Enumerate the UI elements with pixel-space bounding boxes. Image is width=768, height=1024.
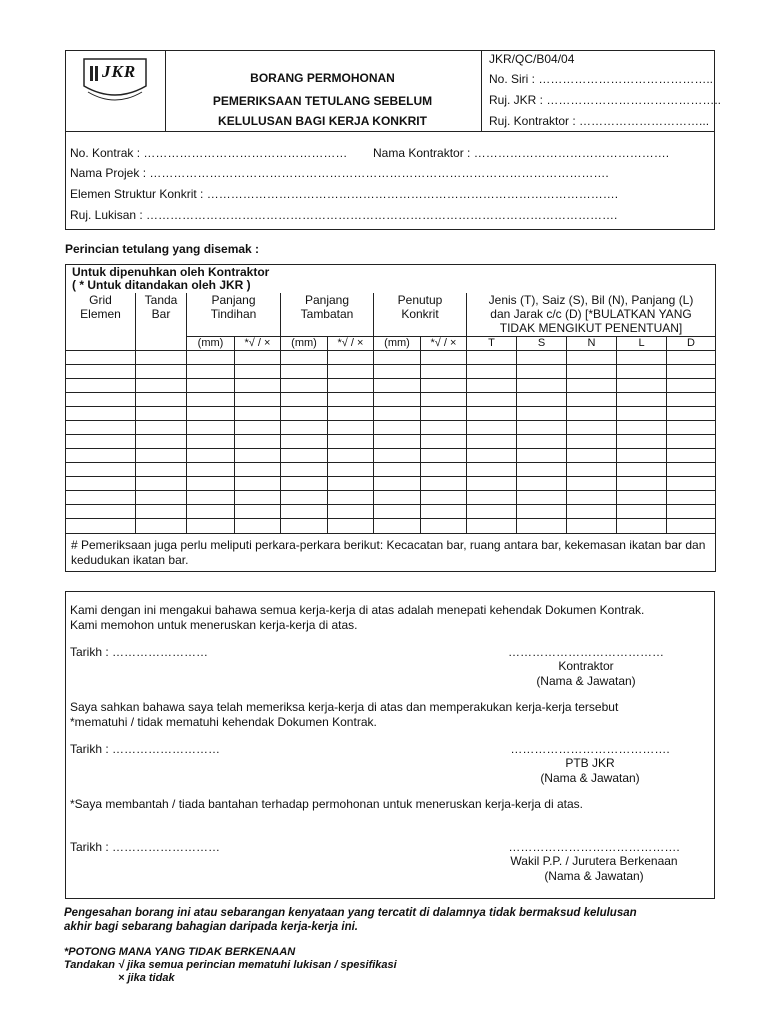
table-cell[interactable] bbox=[667, 477, 716, 491]
table-cell[interactable] bbox=[328, 477, 374, 491]
table-cell[interactable] bbox=[235, 407, 281, 421]
table-cell[interactable] bbox=[281, 505, 328, 519]
tarikh-kontraktor-field: Tarikh : …………………… bbox=[70, 645, 209, 659]
table-cell[interactable] bbox=[567, 505, 617, 519]
sub-tick-3: *√ / × bbox=[421, 337, 467, 351]
table-cell[interactable] bbox=[187, 407, 235, 421]
table-cell[interactable] bbox=[667, 519, 716, 534]
table-cell[interactable] bbox=[617, 421, 667, 435]
table-cell[interactable] bbox=[66, 351, 136, 365]
table-cell[interactable] bbox=[617, 351, 667, 365]
table-cell[interactable] bbox=[374, 519, 421, 534]
table-row bbox=[66, 379, 716, 393]
table-cell[interactable] bbox=[667, 435, 716, 449]
table-cell[interactable] bbox=[517, 365, 567, 379]
table-cell[interactable] bbox=[467, 365, 517, 379]
table-cell[interactable] bbox=[567, 491, 617, 505]
table-cell[interactable] bbox=[517, 379, 567, 393]
tandakan-note: Tandakan √ jika semua perincian mematuhi lukisan / spesifikasi bbox=[64, 959, 397, 971]
reinforcement-table bbox=[65, 264, 716, 572]
table-cell[interactable] bbox=[617, 365, 667, 379]
section-title: Perincian tetulang yang disemak : bbox=[65, 242, 260, 256]
table-cell[interactable] bbox=[187, 435, 235, 449]
form-code: JKR/QC/B04/04 bbox=[489, 52, 575, 66]
table-cell[interactable] bbox=[517, 421, 567, 435]
table-cell[interactable] bbox=[421, 351, 467, 365]
table-cell[interactable] bbox=[617, 407, 667, 421]
table-cell[interactable] bbox=[136, 379, 187, 393]
table-cell[interactable] bbox=[66, 477, 136, 491]
ptb-statement-line-2: *mematuhi / tidak mematuhi kehendak Dokumen Kontrak. bbox=[70, 715, 377, 729]
table-cell[interactable] bbox=[421, 435, 467, 449]
table-cell[interactable] bbox=[235, 435, 281, 449]
table-cell[interactable] bbox=[617, 435, 667, 449]
table-cell[interactable] bbox=[374, 449, 421, 463]
table-cell[interactable] bbox=[281, 421, 328, 435]
table-cell[interactable] bbox=[667, 449, 716, 463]
table-cell[interactable] bbox=[667, 463, 716, 477]
ruj-kontraktor-field: Ruj. Kontraktor : …………………………... bbox=[489, 114, 710, 128]
table-cell[interactable] bbox=[328, 379, 374, 393]
table-cell[interactable] bbox=[187, 449, 235, 463]
table-cell[interactable] bbox=[517, 505, 567, 519]
pp-name-label: (Nama & Jawatan) bbox=[544, 869, 644, 883]
table-cell[interactable] bbox=[281, 477, 328, 491]
table-cell[interactable] bbox=[374, 351, 421, 365]
table-cell[interactable] bbox=[136, 393, 187, 407]
table-cell[interactable] bbox=[421, 477, 467, 491]
disclaimer-line-2: akhir bagi sebarang bahagian daripada kerja-kerja ini. bbox=[64, 921, 358, 933]
pp-role: Wakil P.P. / Jurutera Berkenaan bbox=[510, 854, 678, 868]
table-cell[interactable] bbox=[467, 421, 517, 435]
table-cell[interactable] bbox=[667, 491, 716, 505]
table-cell[interactable] bbox=[136, 477, 187, 491]
table-cell[interactable] bbox=[136, 491, 187, 505]
table-cell[interactable] bbox=[374, 365, 421, 379]
table-cell[interactable] bbox=[281, 379, 328, 393]
jika-tidak-note: × jika tidak bbox=[118, 972, 175, 984]
table-cell[interactable] bbox=[235, 519, 281, 534]
table-cell[interactable] bbox=[374, 379, 421, 393]
sub-t: T bbox=[467, 337, 517, 351]
table-cell[interactable] bbox=[667, 351, 716, 365]
ruj-lukisan-field: Ruj. Lukisan : ………………………………………………………………………………………………………. bbox=[70, 208, 618, 222]
table-cell[interactable] bbox=[421, 519, 467, 534]
table-row bbox=[66, 491, 716, 505]
form-title-line-3: KELULUSAN BAGI KERJA KONKRIT bbox=[218, 114, 427, 128]
table-cell[interactable] bbox=[567, 463, 617, 477]
table-cell[interactable] bbox=[136, 519, 187, 534]
table-cell[interactable] bbox=[66, 393, 136, 407]
table-cell[interactable] bbox=[187, 379, 235, 393]
table-cell[interactable] bbox=[667, 365, 716, 379]
table-cell[interactable] bbox=[281, 491, 328, 505]
table-cell[interactable] bbox=[328, 393, 374, 407]
table-cell[interactable] bbox=[235, 365, 281, 379]
table-cell[interactable] bbox=[187, 519, 235, 534]
table-cell[interactable] bbox=[328, 407, 374, 421]
col-tanda-bar: Tanda Bar bbox=[136, 293, 187, 351]
table-cell[interactable] bbox=[374, 435, 421, 449]
table-body bbox=[66, 351, 716, 534]
table-cell[interactable] bbox=[567, 365, 617, 379]
sub-d: D bbox=[667, 337, 716, 351]
contractor-statement-line-2: Kami memohon untuk meneruskan kerja-kerja di atas. bbox=[70, 618, 358, 632]
table-row bbox=[66, 393, 716, 407]
table-cell[interactable] bbox=[66, 491, 136, 505]
table-cell[interactable] bbox=[374, 505, 421, 519]
table-cell[interactable] bbox=[235, 491, 281, 505]
pp-statement-line-1: *Saya membantah / tiada bantahan terhadap permohonan untuk meneruskan kerja-kerja di atas. bbox=[70, 797, 583, 811]
ptb-signature-line: …………………………………. bbox=[510, 742, 670, 756]
table-cell[interactable] bbox=[467, 491, 517, 505]
tarikh-pp-field: Tarikh : ……………………… bbox=[70, 840, 221, 854]
table-cell[interactable] bbox=[281, 407, 328, 421]
table-cell[interactable] bbox=[567, 351, 617, 365]
table-cell[interactable] bbox=[667, 407, 716, 421]
fill-note-line-2: ( * Untuk ditandakan oleh JKR ) bbox=[72, 278, 251, 292]
sub-mm-2: (mm) bbox=[281, 337, 328, 351]
table-cell[interactable] bbox=[421, 491, 467, 505]
table-cell[interactable] bbox=[66, 407, 136, 421]
table-cell[interactable] bbox=[235, 379, 281, 393]
table-cell[interactable] bbox=[187, 505, 235, 519]
table-cell[interactable] bbox=[617, 477, 667, 491]
table-cell[interactable] bbox=[187, 393, 235, 407]
fill-note-cell bbox=[66, 265, 716, 293]
table-cell[interactable] bbox=[517, 407, 567, 421]
table-cell[interactable] bbox=[235, 393, 281, 407]
table-cell[interactable] bbox=[235, 449, 281, 463]
table-cell[interactable] bbox=[421, 449, 467, 463]
sub-tick-2: *√ / × bbox=[328, 337, 374, 351]
tarikh-ptb-field: Tarikh : ……………………… bbox=[70, 742, 221, 756]
disclaimer-line-1: Pengesahan borang ini atau sebarangan kenyataan yang tercatit di dalamnya tidak bermaksud kelulusan bbox=[64, 907, 637, 919]
col-panjang-tindihan: Panjang Tindihan bbox=[187, 293, 281, 337]
sub-mm-3: (mm) bbox=[374, 337, 421, 351]
table-row bbox=[66, 519, 716, 534]
table-cell[interactable] bbox=[421, 365, 467, 379]
no-siri-field: No. Siri : …………………………………….. bbox=[489, 72, 714, 86]
nama-kontraktor-field: Nama Kontraktor : …………………………………………. bbox=[373, 146, 670, 160]
table-cell[interactable] bbox=[617, 393, 667, 407]
table-cell[interactable] bbox=[136, 449, 187, 463]
table-cell[interactable] bbox=[421, 463, 467, 477]
no-kontrak-field: No. Kontrak : …………………………………………… bbox=[70, 146, 348, 160]
table-cell[interactable] bbox=[328, 519, 374, 534]
table-cell[interactable] bbox=[66, 449, 136, 463]
table-cell[interactable] bbox=[235, 463, 281, 477]
table-cell[interactable] bbox=[136, 407, 187, 421]
inspection-note: # Pemeriksaan juga perlu meliputi perkara-perkara berikut: Kecacatan bar, ruang antara bar, kekemasan ikatan bar dan kedudukan ikatan bar. bbox=[71, 538, 706, 567]
table-cell[interactable] bbox=[467, 379, 517, 393]
table-cell[interactable] bbox=[421, 393, 467, 407]
sub-n: N bbox=[567, 337, 617, 351]
table-cell[interactable] bbox=[374, 393, 421, 407]
table-cell[interactable] bbox=[328, 463, 374, 477]
table-cell[interactable] bbox=[235, 351, 281, 365]
table-cell[interactable] bbox=[235, 477, 281, 491]
col-panjang-tambatan: Panjang Tambatan bbox=[281, 293, 374, 337]
table-row bbox=[66, 505, 716, 519]
table-cell[interactable] bbox=[517, 449, 567, 463]
table-cell[interactable] bbox=[567, 421, 617, 435]
table-cell[interactable] bbox=[667, 393, 716, 407]
table-cell[interactable] bbox=[567, 519, 617, 534]
table-cell[interactable] bbox=[617, 379, 667, 393]
table-cell[interactable] bbox=[235, 421, 281, 435]
table-cell[interactable] bbox=[136, 351, 187, 365]
table-cell[interactable] bbox=[374, 477, 421, 491]
table-cell[interactable] bbox=[328, 505, 374, 519]
table-cell[interactable] bbox=[328, 449, 374, 463]
table-cell[interactable] bbox=[467, 519, 517, 534]
table-cell[interactable] bbox=[66, 505, 136, 519]
col-jenis-saiz: Jenis (T), Saiz (S), Bil (N), Panjang (L) dan Jarak c/c (D) [*BULATKAN YANG TIDAK MENGIKUT PENENTUAN] bbox=[467, 293, 716, 337]
table-cell[interactable] bbox=[467, 449, 517, 463]
table-cell[interactable] bbox=[567, 477, 617, 491]
table-cell[interactable] bbox=[136, 505, 187, 519]
table-cell[interactable] bbox=[567, 449, 617, 463]
table-cell[interactable] bbox=[66, 463, 136, 477]
table-cell[interactable] bbox=[567, 393, 617, 407]
table-cell[interactable] bbox=[421, 407, 467, 421]
potong-note: *POTONG MANA YANG TIDAK BERKENAAN bbox=[64, 946, 296, 958]
table-cell[interactable] bbox=[567, 435, 617, 449]
table-cell[interactable] bbox=[467, 505, 517, 519]
table-cell[interactable] bbox=[136, 365, 187, 379]
table-row bbox=[66, 421, 716, 435]
form-title-line-2: PEMERIKSAAN TETULANG SEBELUM bbox=[212, 94, 433, 108]
table-cell[interactable] bbox=[374, 421, 421, 435]
table-cell[interactable] bbox=[617, 505, 667, 519]
sub-l: L bbox=[617, 337, 667, 351]
table-cell[interactable] bbox=[328, 491, 374, 505]
table-cell[interactable] bbox=[66, 421, 136, 435]
table-cell[interactable] bbox=[66, 365, 136, 379]
table-cell[interactable] bbox=[136, 421, 187, 435]
table-cell[interactable] bbox=[281, 351, 328, 365]
header-divider-right bbox=[481, 50, 482, 132]
table-cell[interactable] bbox=[136, 435, 187, 449]
table-cell[interactable] bbox=[187, 351, 235, 365]
table-cell[interactable] bbox=[617, 449, 667, 463]
table-cell[interactable] bbox=[517, 491, 567, 505]
jkr-logo-text: JKR bbox=[102, 62, 137, 81]
table-cell[interactable] bbox=[281, 449, 328, 463]
table-cell[interactable] bbox=[467, 351, 517, 365]
table-cell[interactable] bbox=[567, 379, 617, 393]
table-cell[interactable] bbox=[421, 421, 467, 435]
table-cell[interactable] bbox=[517, 463, 567, 477]
pp-signature-line: ……………………………………. bbox=[508, 840, 680, 854]
table-cell[interactable] bbox=[421, 505, 467, 519]
table-cell[interactable] bbox=[187, 463, 235, 477]
table-cell[interactable] bbox=[517, 393, 567, 407]
table-cell[interactable] bbox=[667, 505, 716, 519]
table-cell[interactable] bbox=[667, 379, 716, 393]
table-cell[interactable] bbox=[66, 435, 136, 449]
table-cell[interactable] bbox=[421, 379, 467, 393]
table-cell[interactable] bbox=[517, 351, 567, 365]
table-row bbox=[66, 477, 716, 491]
table-cell[interactable] bbox=[235, 505, 281, 519]
table-cell[interactable] bbox=[374, 407, 421, 421]
table-cell[interactable] bbox=[328, 435, 374, 449]
table-cell[interactable] bbox=[281, 519, 328, 534]
table-row bbox=[66, 463, 716, 477]
form-title-line-1: BORANG PERMOHONAN bbox=[250, 71, 395, 85]
table-row bbox=[66, 435, 716, 449]
table-cell[interactable] bbox=[328, 421, 374, 435]
table-cell[interactable] bbox=[517, 435, 567, 449]
table-cell[interactable] bbox=[467, 407, 517, 421]
table-cell[interactable] bbox=[281, 365, 328, 379]
table-cell[interactable] bbox=[467, 393, 517, 407]
table-cell[interactable] bbox=[328, 365, 374, 379]
table-cell[interactable] bbox=[136, 463, 187, 477]
table-cell[interactable] bbox=[617, 491, 667, 505]
table-cell[interactable] bbox=[281, 435, 328, 449]
table-cell[interactable] bbox=[567, 407, 617, 421]
table-row bbox=[66, 407, 716, 421]
ptb-name-label: (Nama & Jawatan) bbox=[540, 771, 640, 785]
sub-s: S bbox=[517, 337, 567, 351]
table-row bbox=[66, 351, 716, 365]
table-cell[interactable] bbox=[187, 421, 235, 435]
col-penutup-konkrit: Penutup Konkrit bbox=[374, 293, 467, 337]
table-cell[interactable] bbox=[467, 435, 517, 449]
table-row bbox=[66, 365, 716, 379]
kontraktor-name-label: (Nama & Jawatan) bbox=[536, 674, 636, 688]
table-cell[interactable] bbox=[281, 393, 328, 407]
ptb-statement-line-1: Saya sahkan bahawa saya telah memeriksa kerja-kerja di atas dan memperakukan kerja-kerja tersebut bbox=[70, 700, 619, 714]
table-cell[interactable] bbox=[187, 365, 235, 379]
ruj-jkr-field: Ruj. JKR : …………………………………….. bbox=[489, 93, 722, 107]
contractor-statement-line-1: Kami dengan ini mengakui bahawa semua kerja-kerja di atas adalah menepati kehendak Dokumen Kontrak. bbox=[70, 603, 645, 617]
col-grid-elemen: Grid Elemen bbox=[66, 293, 136, 351]
nama-projek-field: Nama Projek : ……………………………………………………………………………………………………. bbox=[70, 166, 609, 180]
table-cell[interactable] bbox=[281, 463, 328, 477]
inspection-note-cell bbox=[66, 534, 716, 572]
table-cell[interactable] bbox=[517, 477, 567, 491]
table-cell[interactable] bbox=[66, 379, 136, 393]
elemen-struktur-field: Elemen Struktur Konkrit : …………………………………………………………………………………………. bbox=[70, 187, 619, 201]
table-cell[interactable] bbox=[187, 477, 235, 491]
ptb-role: PTB JKR bbox=[565, 756, 615, 770]
table-cell[interactable] bbox=[617, 519, 667, 534]
table-row bbox=[66, 449, 716, 463]
table-cell[interactable] bbox=[66, 519, 136, 534]
table-cell[interactable] bbox=[374, 463, 421, 477]
fill-note-line-1: Untuk dipenuhkan oleh Kontraktor bbox=[72, 265, 270, 279]
table-cell[interactable] bbox=[667, 421, 716, 435]
kontraktor-signature-line: ………………………………… bbox=[508, 645, 664, 659]
kontraktor-role: Kontraktor bbox=[558, 659, 614, 673]
table-cell[interactable] bbox=[187, 491, 235, 505]
table-cell[interactable] bbox=[374, 491, 421, 505]
jkr-logo bbox=[80, 56, 150, 102]
table-cell[interactable] bbox=[467, 477, 517, 491]
table-cell[interactable] bbox=[328, 351, 374, 365]
table-cell[interactable] bbox=[517, 519, 567, 534]
table-cell[interactable] bbox=[617, 463, 667, 477]
table-cell[interactable] bbox=[467, 463, 517, 477]
sub-tick-1: *√ / × bbox=[235, 337, 281, 351]
sub-mm-1: (mm) bbox=[187, 337, 235, 351]
